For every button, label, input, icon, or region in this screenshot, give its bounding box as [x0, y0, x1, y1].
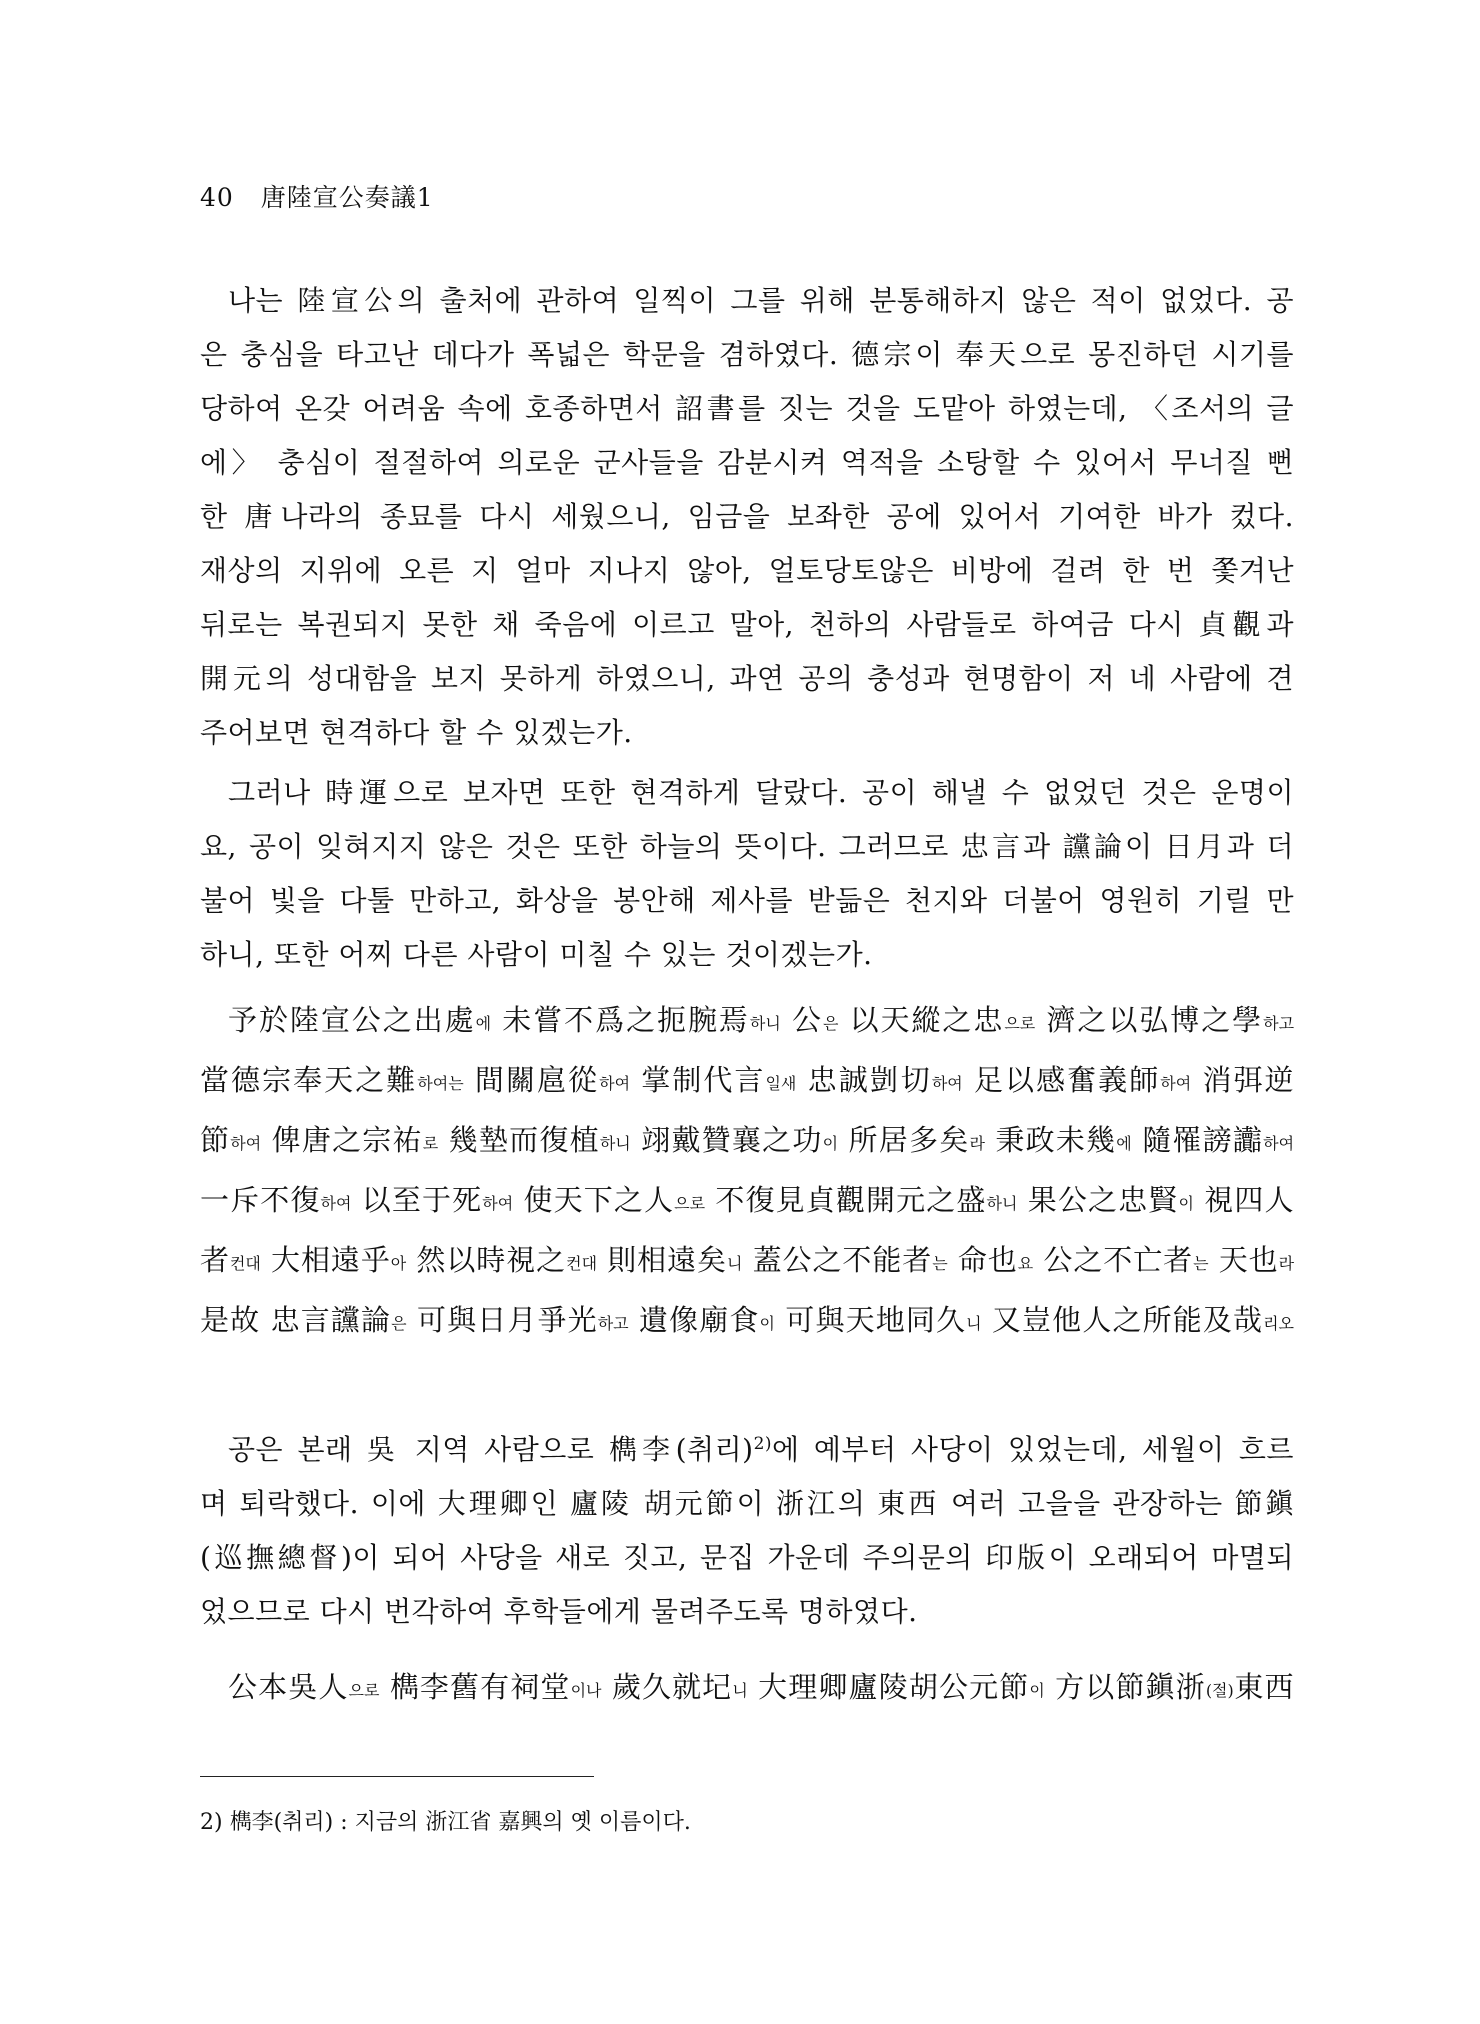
gugyeol-particle: 하여 — [482, 1194, 514, 1213]
gugyeol-particle: 하고 — [1263, 1014, 1294, 1033]
hanja-text: 則相遠矣 — [597, 1243, 727, 1277]
gugyeol-particle: 이 — [1178, 1194, 1194, 1213]
gugyeol-particle: 으로 — [1004, 1014, 1036, 1033]
hanja-text: 節 — [200, 1123, 231, 1157]
gugyeol-particle: 이 — [759, 1314, 775, 1333]
hanja-text: 忠誠剴切 — [796, 1063, 932, 1097]
text-line: 그러나 時運으로 보자면 또한 현격하게 달랐다. 공이 해낼 수 없었던 것은 운명이 — [228, 776, 1294, 809]
page-header — [200, 178, 434, 214]
translation-paragraph-1 — [200, 274, 1294, 760]
text-line — [200, 1230, 1294, 1290]
text-line: 며 퇴락했다. 이에 大理卿인 廬陵 胡元節이 浙江의 東西 여러 고을을 관장하는 節鎭 — [200, 1487, 1294, 1520]
gugyeol-particle: 는 — [1193, 1254, 1209, 1273]
gugyeol-particle: 요 — [1017, 1254, 1034, 1273]
text-line — [200, 990, 1294, 1050]
hanja-text: 可與日月爭光 — [406, 1303, 598, 1337]
hanja-text: 可與天地同久 — [774, 1303, 967, 1337]
hanja-text: 方以節鎭浙 — [1044, 1670, 1206, 1704]
gugyeol-particle: 로 — [422, 1134, 439, 1153]
gugyeol-particle: 이나 — [570, 1681, 602, 1700]
gugyeol-particle: 하니 — [986, 1194, 1018, 1213]
text-line: 공은 본래 吳 지역 사람으로 檇李(취리)$^{2)}$에 예부터 사당이 있었는데, 세월이 흐르 — [228, 1433, 1294, 1466]
gugyeol-particle: 은 — [822, 1014, 839, 1033]
hanja-text: 命也 — [947, 1243, 1018, 1277]
book-title: 唐陸宣公奏議1 — [260, 183, 434, 212]
gugyeol-particle: 하여는 — [417, 1074, 464, 1093]
hanja-text: 幾墊而復植 — [438, 1123, 600, 1157]
gugyeol-particle: 니 — [966, 1314, 982, 1333]
gugyeol-particle: (절) — [1205, 1681, 1234, 1700]
hanja-text: 掌制代言 — [630, 1063, 766, 1097]
footnote-marker[interactable]: 2) — [753, 1434, 773, 1454]
translation-paragraph-3 — [200, 1423, 1294, 1639]
hanja-text: 大理卿廬陵胡公元節 — [747, 1670, 1030, 1704]
translation-paragraph-2 — [200, 766, 1294, 982]
gugyeol-particle: 라 — [969, 1134, 985, 1153]
text-line: 었으므로 다시 번각하여 후학들에게 물려주도록 명하였다. — [200, 1595, 918, 1628]
hanja-text: 以天縱之忠 — [838, 1003, 1005, 1037]
text-line: 한 唐나라의 종묘를 다시 세웠으니, 임금을 보좌한 공에 있어서 기여한 바가 컸다. — [200, 500, 1294, 533]
hanja-text: 又豈他人之所能及哉 — [981, 1303, 1264, 1337]
gugyeol-particle: 컨대 — [229, 1254, 261, 1273]
hanja-text: 間關扈從 — [463, 1063, 600, 1097]
hanja-text: 俾唐之宗祐 — [261, 1123, 423, 1157]
gugyeol-particle: 은 — [391, 1314, 407, 1333]
text-line: 주어보면 현격하다 할 수 있겠는가. — [200, 716, 633, 749]
footnote: 2) 檇李(취리) : 지금의 浙江省 嘉興의 옛 이름이다. — [200, 1810, 691, 1835]
text-line: 하니, 또한 어찌 다른 사람이 미칠 수 있는 것이겠는가. — [200, 938, 873, 971]
gugyeol-particle: 으로 — [348, 1681, 380, 1700]
text-line: 뒤로는 복권되지 못한 채 죽음에 이르고 말아, 천하의 사람들로 하여금 다시 貞觀과 — [200, 608, 1294, 641]
hanja-text: 果公之忠賢 — [1017, 1183, 1179, 1217]
hanja-text: 遺像廟食 — [628, 1303, 760, 1337]
gugyeol-particle: 하고 — [597, 1314, 629, 1333]
hanja-text: 予於陸宣公之出處 — [228, 1003, 476, 1037]
text-line — [200, 1050, 1294, 1110]
gugyeol-particle: 하여 — [931, 1074, 963, 1093]
gugyeol-particle: 이 — [822, 1134, 839, 1153]
gugyeol-particle: 이 — [1029, 1681, 1045, 1700]
original-text-paragraph-1 — [200, 990, 1294, 1350]
hanja-text: 所居多矣 — [838, 1123, 970, 1157]
page-number: 40 — [200, 183, 234, 212]
text-line: 開元의 성대함을 보지 못하게 하였으니, 과연 공의 충성과 현명함이 저 네 사람에 견 — [200, 662, 1294, 695]
hanja-text: 公本吳人 — [228, 1670, 349, 1704]
text-line: 은 충심을 타고난 데다가 폭넓은 학문을 겸하였다. 德宗이 奉天으로 몽진하던 시기를 — [200, 338, 1294, 371]
text-line — [200, 1170, 1294, 1230]
hanja-text: 然以時視之 — [406, 1243, 567, 1277]
text-line: 당하여 온갖 어려움 속에 호종하면서 詔書를 짓는 것을 도맡아 하였는데, 〈조서의 글 — [200, 392, 1294, 425]
hanja-text: 使天下之人 — [513, 1183, 675, 1217]
hanja-text: 足以感奮義師 — [962, 1063, 1161, 1097]
gugyeol-particle: 하니 — [599, 1134, 631, 1153]
text-line — [200, 1110, 1294, 1170]
hanja-text: 是故 忠言讜論 — [200, 1303, 392, 1337]
hanja-text: 歲久就圮 — [601, 1670, 733, 1704]
text-line — [200, 1657, 1294, 1717]
hanja-text: 不復見貞觀開元之盛 — [705, 1183, 987, 1217]
hanja-text: 秉政未幾 — [984, 1123, 1117, 1157]
gugyeol-particle: 하여 — [320, 1194, 352, 1213]
text-line: 나는 陸宣公의 출처에 관하여 일찍이 그를 위해 분통해하지 않은 적이 없었다. 공 — [228, 284, 1294, 317]
gugyeol-particle: 아 — [390, 1254, 407, 1273]
gugyeol-particle: 에 — [1116, 1134, 1132, 1153]
text-line: 에〉 충심이 절절하여 의로운 군사들을 감분시켜 역적을 소탕할 수 있어서 무너질 뻔 — [200, 446, 1294, 479]
hanja-text: 消弭逆 — [1191, 1063, 1294, 1097]
gugyeol-particle: 하여 — [1160, 1074, 1192, 1093]
hanja-text: 公之不亡者 — [1033, 1243, 1194, 1277]
hanja-text: 公 — [780, 1003, 823, 1037]
text-line: (巡撫總督)이 되어 사당을 새로 짓고, 문집 가운데 주의문의 印版이 오래되어 마멸되 — [200, 1541, 1294, 1574]
hanja-text: 視四人 — [1193, 1183, 1294, 1217]
hanja-text: 天也 — [1208, 1243, 1279, 1277]
hanja-text: 隨罹謗讟 — [1131, 1123, 1264, 1157]
text-line: 불어 빛을 다툴 만하고, 화상을 봉안해 제사를 받듦은 천지와 더불어 영원히 기릴 만 — [200, 884, 1294, 917]
gugyeol-particle: 하여 — [230, 1134, 262, 1153]
original-text-paragraph-2 — [200, 1657, 1294, 1717]
gugyeol-particle: 리오 — [1263, 1314, 1294, 1333]
gugyeol-particle: 니 — [732, 1681, 748, 1700]
gugyeol-particle: 는 — [932, 1254, 948, 1273]
text-line: 재상의 지위에 오른 지 얼마 지나지 않아, 얼토당토않은 비방에 걸려 한 번 쫓겨난 — [200, 554, 1294, 587]
hanja-text: 未嘗不爲之扼腕焉 — [491, 1003, 750, 1037]
hanja-text: 當德宗奉天之難 — [200, 1063, 418, 1097]
gugyeol-particle: 일새 — [765, 1074, 797, 1093]
gugyeol-particle: 하니 — [749, 1014, 781, 1033]
hanja-text: 一斥不復 — [200, 1183, 321, 1217]
hanja-text: 翊戴贊襄之功 — [630, 1123, 823, 1157]
hanja-text: 以至于死 — [351, 1183, 483, 1217]
gugyeol-particle: 컨대 — [566, 1254, 598, 1273]
hanja-text: 檇李舊有祠堂 — [379, 1670, 571, 1704]
hanja-text: 蓋公之不能者 — [742, 1243, 933, 1277]
gugyeol-particle: 라 — [1278, 1254, 1294, 1273]
gugyeol-particle: 으로 — [674, 1194, 706, 1213]
text-line: 요, 공이 잊혀지지 않은 것은 또한 하늘의 뜻이다. 그러므로 忠言과 讜論이 日月과 더 — [200, 830, 1294, 863]
gugyeol-particle: 하여 — [599, 1074, 631, 1093]
gugyeol-particle: 에 — [475, 1014, 492, 1033]
hanja-text: 大相遠乎 — [260, 1243, 391, 1277]
footnote-divider — [200, 1776, 594, 1777]
gugyeol-particle: 니 — [726, 1254, 743, 1273]
gugyeol-particle: 하여 — [1263, 1134, 1294, 1153]
hanja-text: 東西 — [1233, 1670, 1294, 1704]
hanja-text: 濟之以弘博之學 — [1035, 1003, 1264, 1037]
text-line — [200, 1290, 1294, 1350]
hanja-text: 者 — [200, 1243, 230, 1277]
